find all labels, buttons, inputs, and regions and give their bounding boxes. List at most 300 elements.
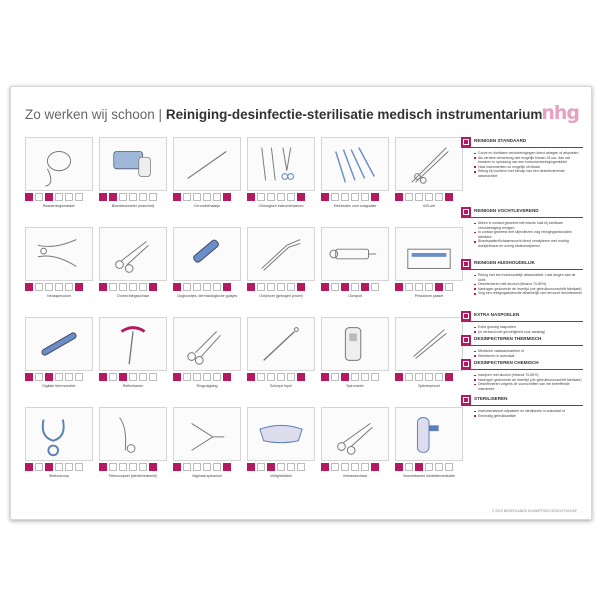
disinfect-thermal-icon bbox=[435, 373, 443, 381]
clean-standard-icon bbox=[395, 193, 403, 201]
clean-standard-icon bbox=[25, 373, 33, 381]
clean-moist-icon bbox=[35, 283, 43, 291]
instrument-card bbox=[173, 317, 241, 400]
disinfect-chemical-icon bbox=[445, 373, 453, 381]
clean-household-icon bbox=[45, 283, 53, 291]
clean-household-icon bbox=[45, 373, 53, 381]
method-indicators bbox=[247, 283, 315, 291]
instrument-label: Bloeddrukmeter (manchet) bbox=[111, 204, 155, 208]
legend-item: Als verdere verwerking niet mogelijk binnen 24 uur, dan nat bewaren in oplossing van een instrumentreinigingsmiddel bbox=[474, 156, 583, 165]
legend-section-header bbox=[461, 137, 583, 148]
method-indicators bbox=[395, 193, 463, 201]
disinfect-chemical-icon bbox=[223, 373, 231, 381]
sterilize-icon bbox=[461, 395, 471, 405]
disinfect-thermal-icon bbox=[435, 193, 443, 201]
thermometer-icon bbox=[25, 317, 93, 371]
clean-household-icon bbox=[341, 193, 349, 201]
clean-standard-icon bbox=[247, 373, 255, 381]
instrument-label: Ringzuigtang bbox=[196, 384, 218, 388]
legend-item: Desinfecteren met alcohol (ethanol 70-80%) bbox=[474, 282, 583, 287]
rinse-icon bbox=[351, 463, 359, 471]
instrument-label: Beademingsmasker bbox=[43, 204, 75, 208]
pessary-icon bbox=[395, 227, 463, 281]
mask-icon bbox=[25, 137, 93, 191]
disinfect-thermal-icon bbox=[361, 193, 369, 201]
clean-standard-icon bbox=[173, 373, 181, 381]
instrument-label: Neusspeculum bbox=[47, 294, 71, 298]
clean-standard-icon bbox=[321, 463, 329, 471]
instrument-card bbox=[25, 227, 93, 310]
legend-section-header bbox=[461, 359, 583, 370]
method-indicators bbox=[395, 373, 463, 381]
clean-moist-icon bbox=[405, 193, 413, 201]
legend-section bbox=[461, 359, 583, 391]
legend-items bbox=[474, 221, 583, 249]
disinfect-thermal-icon bbox=[213, 193, 221, 201]
clean-standard-icon bbox=[99, 373, 107, 381]
legend-section-title: REINIGEN VOCHTLEVEREND bbox=[474, 208, 539, 213]
legend-section-title: EXTRA NASPOELEN bbox=[474, 312, 520, 317]
rinse-icon bbox=[277, 283, 285, 291]
clean-household-icon bbox=[341, 373, 349, 381]
method-indicators bbox=[247, 193, 315, 201]
legend-item: Nadrogen gedurende de invertijd (zie gebruiksvoorschrift fabrikant) bbox=[474, 287, 583, 292]
disinfect-thermal-icon bbox=[361, 463, 369, 471]
page-title bbox=[25, 107, 542, 122]
clean-household-icon bbox=[415, 193, 423, 201]
clean-moist-icon bbox=[257, 193, 265, 201]
method-indicators bbox=[173, 193, 241, 201]
iud-set-icon bbox=[395, 137, 463, 191]
disinfect-thermal-icon bbox=[361, 373, 369, 381]
instrument-label: Stethoscoop bbox=[49, 474, 69, 478]
clean-moist-icon bbox=[257, 283, 265, 291]
disinfect-thermal-icon bbox=[213, 373, 221, 381]
method-indicators bbox=[25, 283, 93, 291]
legend-item: Grove en zichtbare verontreinigingen direct afvegen of afspoelen bbox=[474, 151, 583, 156]
ring-forceps-icon bbox=[173, 317, 241, 371]
legend-item: (in verband met gevoeligheid voor aanslag) bbox=[474, 330, 583, 335]
instrument-card bbox=[173, 137, 241, 220]
legend-section-title: REINIGEN HUISHOUDELIJK bbox=[474, 260, 536, 265]
clean-standard-icon bbox=[99, 193, 107, 201]
clean-household-icon bbox=[341, 283, 349, 291]
clean-moist-icon bbox=[331, 373, 339, 381]
method-indicators bbox=[321, 463, 389, 471]
spoon-icon bbox=[247, 317, 315, 371]
rinse-icon bbox=[55, 193, 63, 201]
instrument-label: Telescoopset (steriel/onsteriel) bbox=[108, 474, 158, 478]
rinse-icon bbox=[55, 373, 63, 381]
scissors-icon bbox=[99, 227, 167, 281]
rinse-icon bbox=[351, 373, 359, 381]
title-main: Reiniging-desinfectie-sterilisatie medisch instrumentarium bbox=[165, 107, 543, 122]
instrument-label: Verbandschaar bbox=[342, 474, 368, 478]
rinse-icon bbox=[129, 283, 137, 291]
instrument-label: Pessarium passet bbox=[414, 294, 444, 298]
clean-standard-icon bbox=[173, 193, 181, 201]
disinfect-thermal-icon bbox=[65, 193, 73, 201]
disinfect-thermal-icon bbox=[65, 283, 73, 291]
legend-section bbox=[461, 259, 583, 296]
clean-moist-icon bbox=[35, 373, 43, 381]
clean-moist-icon bbox=[35, 463, 43, 471]
clean-household-icon bbox=[119, 283, 127, 291]
legend-item: Nadrogen gedurende de invertijd (zie gebruiksvoorschrift fabrikant) bbox=[474, 378, 583, 383]
clean-household-icon bbox=[45, 463, 53, 471]
instrument-label: Digitale thermometer bbox=[42, 384, 76, 388]
clean-standard-icon bbox=[173, 463, 181, 471]
instrument-card bbox=[247, 137, 315, 220]
instrument-card bbox=[395, 317, 463, 400]
method-indicators bbox=[173, 373, 241, 381]
clean-moist-icon bbox=[331, 463, 339, 471]
legend-section bbox=[461, 311, 583, 334]
instrument-label: Oorspuit bbox=[348, 294, 362, 298]
clean-standard-icon bbox=[395, 373, 403, 381]
rinse-icon bbox=[425, 463, 433, 471]
telescope-icon bbox=[99, 407, 167, 461]
instrument-label: Oorpincet (gebogen pincet) bbox=[259, 294, 303, 298]
disinfect-chemical-icon bbox=[371, 193, 379, 201]
clean-moist-icon bbox=[183, 193, 191, 201]
blood-pressure-cuff-icon bbox=[99, 137, 167, 191]
rinse-icon bbox=[203, 283, 211, 291]
legend-section bbox=[461, 137, 583, 179]
clean-standard-icon bbox=[99, 283, 107, 291]
clean-standard-icon bbox=[321, 283, 329, 291]
spacer-icon bbox=[395, 407, 463, 461]
clean-household-icon bbox=[45, 193, 53, 201]
instrument-card bbox=[99, 317, 167, 400]
disinfect-chemical-icon bbox=[223, 283, 231, 291]
instrument-label: Scherpe lepel bbox=[270, 384, 292, 388]
instrument-card bbox=[321, 227, 389, 310]
disinfect-chemical-icon bbox=[445, 283, 453, 291]
disinfect-chemical-icon bbox=[223, 463, 231, 471]
legend-section-header bbox=[461, 207, 583, 218]
clean-moist-icon bbox=[405, 463, 413, 471]
instrument-card bbox=[395, 227, 463, 310]
disinfect-thermal-icon bbox=[435, 283, 443, 291]
rinse-icon bbox=[277, 373, 285, 381]
footer-copyright: © 2023 NEDERLANDS HUISARTSEN GENOOTSCHAP bbox=[491, 509, 577, 513]
clean-standard-icon bbox=[247, 283, 255, 291]
instrument-card bbox=[321, 317, 389, 400]
disinfect-chemical-icon bbox=[149, 193, 157, 201]
clean-standard-icon bbox=[25, 463, 33, 471]
rinse-icon bbox=[277, 463, 285, 471]
rinse-icon bbox=[351, 193, 359, 201]
instrument-card bbox=[321, 137, 389, 220]
clean-moist-icon bbox=[35, 193, 43, 201]
reflex-hammer-icon bbox=[99, 317, 167, 371]
legend-item: Bloedspatten/lichaamsvocht direct verwijderen met vochtig doekje/tissue en overig afvalverwijderen bbox=[474, 239, 583, 248]
legend-item: Medische vaatwasmachine of bbox=[474, 349, 583, 354]
goggles-icon bbox=[247, 407, 315, 461]
method-indicators bbox=[99, 193, 167, 201]
spirometer-icon bbox=[321, 317, 389, 371]
instrument-card bbox=[99, 407, 167, 490]
disinfect-thermal-icon bbox=[287, 193, 295, 201]
legend-item: Extra grondig naspoelen bbox=[474, 325, 583, 330]
clean-household-icon bbox=[267, 463, 275, 471]
legend-item: In contact geweest met slijmvliezen volg reinigingsinstructies fabrikant bbox=[474, 230, 583, 239]
rinse-icon bbox=[203, 193, 211, 201]
disinfect-chemical-icon bbox=[149, 283, 157, 291]
instrument-label: Oogboortjes, dermatologische gutsjes bbox=[176, 294, 238, 298]
instrument-label: Oorhechtingsschaar bbox=[116, 294, 150, 298]
instrument-card bbox=[173, 227, 241, 310]
instrument-card bbox=[25, 407, 93, 490]
legend-item: Instrumentarium uitpakken en steriliseren in autoclaaf of bbox=[474, 409, 583, 414]
legend-section bbox=[461, 207, 583, 249]
clean-household-icon bbox=[193, 463, 201, 471]
clean-moist-icon bbox=[331, 283, 339, 291]
disinfect-chemical-icon bbox=[149, 373, 157, 381]
disinfect-chemical-icon bbox=[75, 283, 83, 291]
clean-moist-icon bbox=[183, 373, 191, 381]
clean-moist-icon bbox=[109, 373, 117, 381]
clean-household-icon bbox=[341, 463, 349, 471]
instrument-card bbox=[25, 317, 93, 400]
instrument-label: Elektroden voor coagulatie bbox=[333, 204, 377, 208]
clean-standard-icon bbox=[25, 283, 33, 291]
instrument-label: Voorzetkamer inhalatiemedicatie bbox=[403, 474, 455, 478]
rinse-icon bbox=[351, 283, 359, 291]
clean-standard-icon bbox=[321, 373, 329, 381]
method-indicators bbox=[395, 463, 463, 471]
instrument-card bbox=[395, 137, 463, 220]
bandage-scissors-icon bbox=[321, 407, 389, 461]
disinfect-thermal-icon bbox=[435, 463, 443, 471]
title-prefix: Zo werken wij schoon | bbox=[25, 107, 166, 122]
stethoscope-icon bbox=[25, 407, 93, 461]
instrument-card bbox=[173, 407, 241, 490]
method-indicators bbox=[321, 193, 389, 201]
rinse-icon bbox=[55, 283, 63, 291]
disinfect-chemical-icon bbox=[297, 283, 305, 291]
disinfect-thermal-icon bbox=[213, 283, 221, 291]
method-indicators bbox=[99, 373, 167, 381]
legend-item: Steriliseren in autoclaaf bbox=[474, 354, 583, 359]
disinfect-chemical-icon bbox=[297, 463, 305, 471]
rinse-icon bbox=[425, 193, 433, 201]
clean-household-icon bbox=[193, 373, 201, 381]
instrument-card bbox=[99, 137, 167, 220]
clean-moist-icon bbox=[405, 283, 413, 291]
clean-moist-icon bbox=[257, 463, 265, 471]
disinfect-thermal-icon bbox=[287, 283, 295, 291]
instrument-label: Splinterpincet bbox=[418, 384, 440, 388]
disinfect-thermal-icon bbox=[139, 193, 147, 201]
disinfect-chemical-icon bbox=[371, 283, 379, 291]
rinse-icon bbox=[425, 373, 433, 381]
disinfect-chemical-icon bbox=[445, 193, 453, 201]
legend-item: Reinig met een huishoudelijk afwasmiddel. Laat drogen aan de lucht. bbox=[474, 273, 583, 282]
clean-household-icon bbox=[193, 283, 201, 291]
disinfect-thermal-icon bbox=[139, 463, 147, 471]
disinfect-chemical-icon bbox=[75, 373, 83, 381]
clean-moist-icon bbox=[183, 283, 191, 291]
disinfect-chemical-icon bbox=[445, 463, 453, 471]
poster bbox=[10, 86, 592, 520]
disinfect-thermal-icon bbox=[139, 283, 147, 291]
method-indicators bbox=[247, 463, 315, 471]
legend-items bbox=[474, 325, 583, 334]
legend-item: Alleen in contact geweest met intacte huid bij zichtbare verontreiniging reinigen bbox=[474, 221, 583, 230]
disinfect-chemical-icon bbox=[75, 463, 83, 471]
instrument-card bbox=[321, 407, 389, 490]
clean-household-icon bbox=[119, 373, 127, 381]
legend-item: Eenmalig gebruiksartikel bbox=[474, 414, 583, 419]
clean-household-icon bbox=[267, 373, 275, 381]
disinfect-thermal-icon bbox=[287, 463, 295, 471]
instrument-card bbox=[395, 407, 463, 490]
clean-household-icon bbox=[119, 193, 127, 201]
clean-moist-icon bbox=[331, 193, 339, 201]
disinfect-chemical-icon bbox=[461, 359, 471, 369]
clean-household-icon bbox=[267, 283, 275, 291]
method-indicators bbox=[321, 283, 389, 291]
disinfect-thermal-icon bbox=[65, 373, 73, 381]
rinse-icon bbox=[277, 193, 285, 201]
speculum-icon bbox=[25, 227, 93, 281]
legend-items bbox=[474, 409, 583, 418]
legend-section-title: DESINFECTEREN CHEMISCH bbox=[474, 360, 539, 365]
forceps-icon bbox=[247, 227, 315, 281]
instrument-card bbox=[247, 407, 315, 490]
clean-moist-icon bbox=[405, 373, 413, 381]
legend-item: Desinfecteren volgens de voorschriften van het betreffende instrument bbox=[474, 382, 583, 391]
legend-section-header bbox=[461, 311, 583, 322]
vaginal-speculum-icon bbox=[173, 407, 241, 461]
method-indicators bbox=[99, 283, 167, 291]
method-indicators bbox=[247, 373, 315, 381]
rinse-icon bbox=[203, 463, 211, 471]
instrument-label: Veiligheidsbril bbox=[270, 474, 292, 478]
method-indicators bbox=[395, 283, 463, 291]
method-indicators bbox=[25, 193, 93, 201]
disinfect-thermal-icon bbox=[139, 373, 147, 381]
legend-item: Inwrijven met alcohol (ethanol 70-80%) bbox=[474, 373, 583, 378]
clean-moist-icon bbox=[109, 283, 117, 291]
legend-section bbox=[461, 395, 583, 418]
clean-moist-icon bbox=[461, 207, 471, 217]
rinse-icon bbox=[461, 311, 471, 321]
legend-item: Haal instrumenten zo mogelijk uit elkaar bbox=[474, 165, 583, 170]
clean-household-icon bbox=[193, 193, 201, 201]
legend-items bbox=[474, 349, 583, 358]
disinfect-chemical-icon bbox=[297, 193, 305, 201]
clean-moist-icon bbox=[109, 193, 117, 201]
clean-standard-icon bbox=[395, 283, 403, 291]
instrument-label: IUD-set bbox=[422, 204, 436, 208]
legend-items bbox=[474, 151, 583, 179]
disinfect-thermal-icon bbox=[65, 463, 73, 471]
clean-household-icon bbox=[267, 193, 275, 201]
disinfect-chemical-icon bbox=[149, 463, 157, 471]
clean-household-icon bbox=[415, 463, 423, 471]
disinfect-chemical-icon bbox=[297, 373, 305, 381]
clean-moist-icon bbox=[257, 373, 265, 381]
electrode-icon bbox=[321, 137, 389, 191]
instrument-label: Vaginaal speculum bbox=[191, 474, 223, 478]
drill-icon bbox=[173, 227, 241, 281]
legend-section-title: DESINFECTEREN THERMISCH bbox=[474, 336, 542, 341]
clean-standard-icon bbox=[25, 193, 33, 201]
instrument-label: Ceruminehaakje bbox=[193, 204, 221, 208]
clean-standard-icon bbox=[247, 193, 255, 201]
hook-icon bbox=[173, 137, 241, 191]
clean-household-icon bbox=[461, 259, 471, 269]
instrument-card bbox=[247, 317, 315, 400]
method-indicators bbox=[173, 463, 241, 471]
disinfect-thermal-icon bbox=[213, 463, 221, 471]
clean-household-icon bbox=[119, 463, 127, 471]
instrument-label: Chirurgisch instrumentarium bbox=[258, 204, 304, 208]
clean-standard-icon bbox=[395, 463, 403, 471]
tweezers-icon bbox=[395, 317, 463, 371]
disinfect-thermal-icon bbox=[287, 373, 295, 381]
clean-standard-icon bbox=[247, 463, 255, 471]
disinfect-chemical-icon bbox=[371, 463, 379, 471]
clean-standard-icon bbox=[99, 463, 107, 471]
rinse-icon bbox=[129, 463, 137, 471]
legend-section-title: STERILISEREN bbox=[474, 396, 508, 401]
legend-section-header bbox=[461, 395, 583, 406]
clean-standard-icon bbox=[321, 193, 329, 201]
clean-moist-icon bbox=[109, 463, 117, 471]
legend-section-header bbox=[461, 259, 583, 270]
instrument-label: Reflexhamer bbox=[122, 384, 144, 388]
instrument-label: Spirometer bbox=[346, 384, 364, 388]
nhg-logo: nhg bbox=[541, 102, 579, 124]
disinfect-thermal-icon bbox=[361, 283, 369, 291]
legend-item: Volg een reinigingsinstructie afhankelijk van het soort desinfecteren bbox=[474, 291, 583, 296]
disinfect-chemical-icon bbox=[75, 193, 83, 201]
legend-items bbox=[474, 373, 583, 391]
rinse-icon bbox=[129, 193, 137, 201]
rinse-icon bbox=[203, 373, 211, 381]
legend-section-title: REINIGEN STANDAARD bbox=[474, 138, 527, 143]
rinse-icon bbox=[55, 463, 63, 471]
clean-moist-icon bbox=[183, 463, 191, 471]
rinse-icon bbox=[129, 373, 137, 381]
instrument-card bbox=[25, 137, 93, 220]
legend-items bbox=[474, 273, 583, 296]
method-indicators bbox=[99, 463, 167, 471]
clean-standard-icon bbox=[461, 137, 471, 147]
disinfect-chemical-icon bbox=[371, 373, 379, 381]
instrument-card bbox=[247, 227, 315, 310]
method-indicators bbox=[173, 283, 241, 291]
legend-section bbox=[461, 335, 583, 358]
legend-section-header bbox=[461, 335, 583, 346]
disinfect-thermal-icon bbox=[461, 335, 471, 345]
rinse-icon bbox=[425, 283, 433, 291]
clean-standard-icon bbox=[173, 283, 181, 291]
ear-syringe-icon bbox=[321, 227, 389, 281]
method-indicators bbox=[25, 373, 93, 381]
disinfect-chemical-icon bbox=[223, 193, 231, 201]
surgical-set-icon bbox=[247, 137, 315, 191]
legend-item: Reinig bij voorkeur met behulp van een desinfecterende wasmachine bbox=[474, 169, 583, 178]
instrument-card bbox=[99, 227, 167, 310]
method-indicators bbox=[321, 373, 389, 381]
clean-household-icon bbox=[415, 373, 423, 381]
clean-household-icon bbox=[415, 283, 423, 291]
